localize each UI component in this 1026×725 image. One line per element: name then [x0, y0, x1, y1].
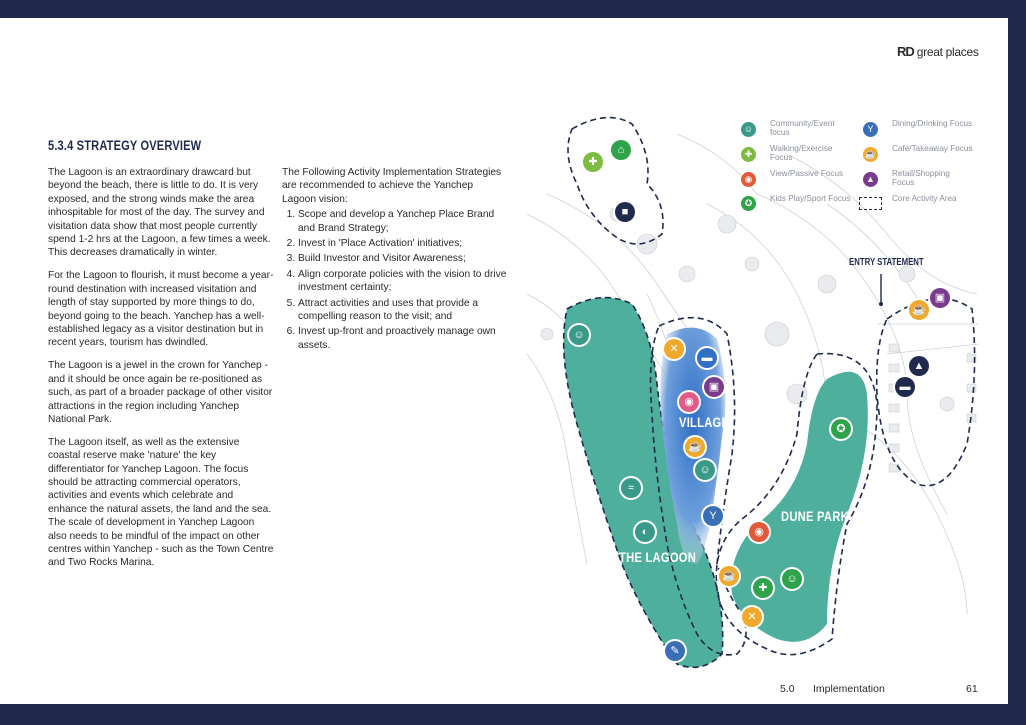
cafe-icon: ☕ [863, 147, 878, 162]
retail-icon: ▲ [863, 172, 878, 187]
legend-view: View/Passive Focus [770, 169, 844, 178]
view-icon: ☺ [569, 325, 589, 345]
core-area-icon [859, 197, 882, 210]
dining-icon: Y [863, 122, 878, 137]
left-column [48, 166, 274, 579]
view-icon: ◉ [741, 172, 756, 187]
legend-retail: Retail/Shopping Focus [892, 169, 950, 188]
community-icon: ☺ [695, 460, 715, 480]
bed-icon: ▬ [895, 377, 915, 397]
right-column [282, 166, 508, 354]
footer-section-title: Implementation [813, 683, 885, 695]
site-map [527, 94, 979, 670]
community-icon: ☺ [741, 122, 756, 137]
brand-logo [897, 44, 979, 59]
pin-icon: ✎ [665, 641, 685, 661]
brand-name: great places [916, 45, 979, 59]
community-icon: ⌂ [611, 140, 631, 160]
legend-walking: Walking/Exercise Focus [770, 144, 833, 163]
legend-core: Core Activity Area [892, 194, 957, 203]
retail-icon: ▣ [930, 288, 950, 308]
cafe-icon: ☕ [909, 300, 929, 320]
kids-play-icon: ✪ [831, 419, 851, 439]
the-lagoon-label: THE LAGOON [619, 549, 697, 565]
village-label: VILLAGE [679, 414, 730, 430]
paragraph: The Lagoon is an extraordinary drawcard but beyond the beach, there is little to do. It is very exposed, and the strong winds make the area inhospitable for most of the day. The survey and visitation data show that most people currently spend 1-2 hrs at the Lagoon, a few times a week. This decreases dramatically in winter. [48, 167, 271, 259]
strategy-item: 6. Invest up-front and proactively manage own assets. [298, 325, 508, 352]
paragraph: For the Lagoon to flourish, it must become a year-round destination with increased visitation and length of stay supported by more things to do, beyond going to the beach. Yanchep has a well-established legacy as a visitor destination but in recent years, tourism has dwindled. [48, 270, 274, 349]
bed-icon: ▬ [697, 348, 717, 368]
legend-community: Community/Event focus [770, 119, 835, 138]
paragraph: The Lagoon itself, as well as the extensive coastal reserve make 'nature' the key differentiator for Yanchep Lagoon. The focus should be attracting commercial operators, activities and events which celebrate and enhance the natural assets, the land and the sea. The scale of development in Yanchep Lagoon also needs to be mindful of the impact on other centres within Yanchep - such as the Town Centre and Two Rocks Marina. [48, 436, 274, 569]
walking-icon: ✚ [583, 152, 603, 172]
legend-kids: Kids Play/Sport Focus [770, 194, 851, 203]
dining-icon: ✕ [664, 339, 684, 359]
brand-mark: RD [897, 44, 914, 59]
retail-icon: ▣ [704, 377, 724, 397]
walking-icon: ✚ [741, 147, 756, 162]
swim-icon: ≈ [621, 478, 641, 498]
strategy-item: 3. Build Investor and Visitor Awareness; [298, 252, 508, 265]
dune-park-label: DUNE PARK [781, 508, 849, 524]
paragraph: The Lagoon is a jewel in the crown for Yanchep - and it should be once again be re-positioned as such, as part of a broader package of other visitor attractions in the region including Yanchep National Park. [48, 360, 273, 425]
cafe-icon: ☕ [685, 437, 705, 457]
page-number: 61 [966, 683, 978, 695]
dining-icon: ✕ [742, 607, 762, 627]
walking-icon: ✚ [753, 578, 773, 598]
view-icon: ◉ [679, 392, 699, 412]
retail-icon: ▲ [909, 356, 929, 376]
view-icon: ◉ [749, 522, 769, 542]
parking-icon: ■ [615, 202, 635, 222]
page [0, 18, 1008, 704]
dining-icon: Y [703, 506, 723, 526]
strategy-item: 2. Invest in 'Place Activation' initiatives; [298, 237, 508, 250]
surf-icon: ◐ [635, 522, 655, 542]
section-heading: 5.3.4 STRATEGY OVERVIEW [48, 138, 202, 153]
strategy-item: 4. Align corporate policies with the vision to drive investment certainty; [298, 268, 508, 295]
footer-section-number: 5.0 [780, 683, 795, 695]
entry-statement-label: ENTRY STATEMENT [849, 257, 924, 268]
strategy-list [282, 208, 508, 352]
strategy-intro: The Following Activity Implementation Strategies are recommended to achieve the Yanchep Lagoon vision: [282, 167, 502, 205]
kids-play-icon: ✪ [741, 196, 756, 211]
community-icon: ☺ [782, 569, 802, 589]
cafe-icon: ☕ [719, 566, 739, 586]
legend-cafe: Cafe/Takeaway Focus [892, 144, 973, 153]
strategy-item: 1. Scope and develop a Yanchep Place Brand and Brand Strategy; [298, 208, 508, 235]
strategy-item: 5. Attract activities and uses that provide a compelling reason to the visit; and [298, 297, 508, 324]
legend-dining: Dining/Drinking Focus [892, 119, 973, 128]
